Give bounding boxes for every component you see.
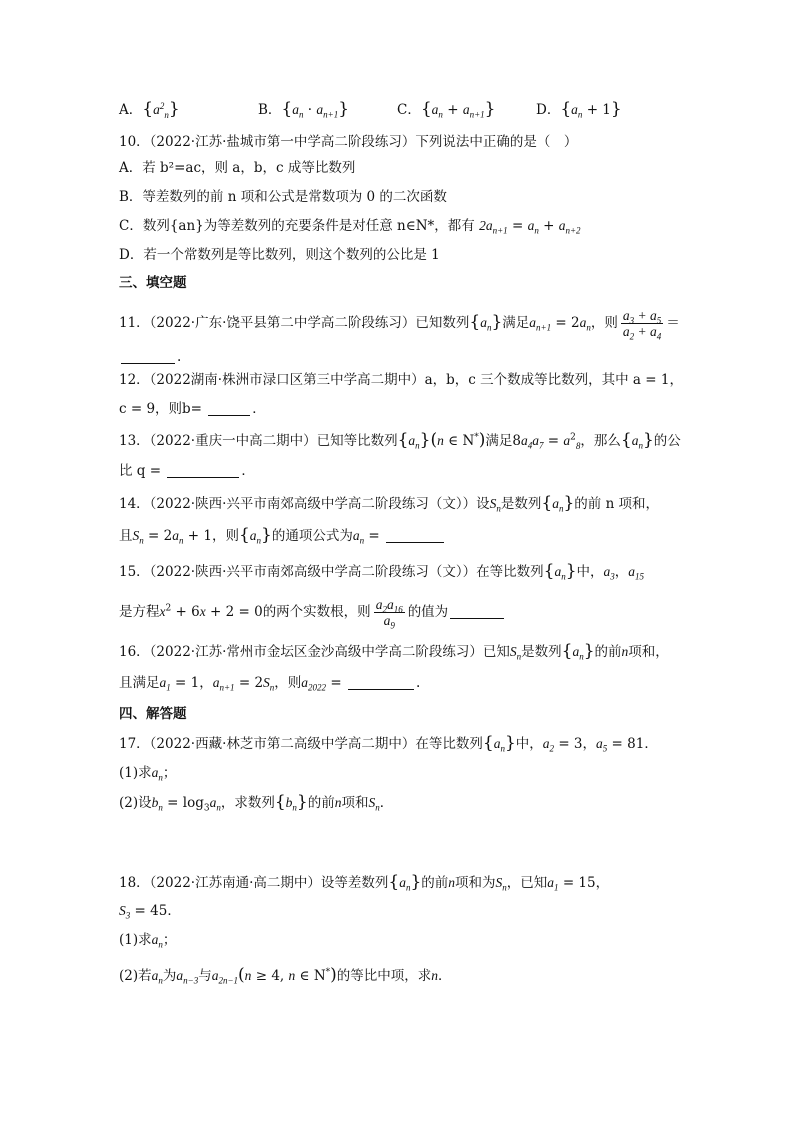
q15-fraction: $\frac{a_2a_{16}}{a_9}$ [375, 597, 403, 631]
q15-line-2: 是方程$x^2 + 6x + 2 = 0$的两个实数根，则 $\frac{a_2a_{16}}{a_9}$ 的值为 [119, 597, 506, 628]
q9-option-b: B．$\{a_n \cdot a_{n+1}\}$ [258, 99, 350, 120]
q10-stem: 10．（2022·江苏·盐城市第一中学高二阶段练习）下列说法中正确的是（ ） [119, 134, 578, 150]
q12-line-1: 12．（2022湖南·株洲市渌口区第三中学高二期中）a，b，c 三个数成等比数列，其中 a = 1， [119, 372, 683, 388]
q9-option-a: A．$\{a^2_n\}$ [119, 99, 180, 120]
section-fill-heading: 三、填空题 [119, 275, 187, 291]
q11-fraction: $\frac{a_3 + a_5}{a_2 + a_4}$ [622, 308, 662, 342]
q16-line-1: 16．（2022·江苏·常州市金坛区金沙高级中学高二阶段练习）已知$S_n$是数列$\{a_n\}$的前n项和， [119, 641, 669, 662]
q16-line-2: 且满足$a_1 = 1$，$a_{n+1} = 2S_n$，则$a_{2022}$ = . [119, 675, 421, 693]
q14-line-2: 且$S_n = 2a_n + 1$，则$\{a_n\}$的通项公式为$a_n$ = [119, 525, 446, 546]
q17-sub-2: (2)设$b_n = \log_3a_n$，求数列$\{b_n\}$的前n项和$S_n$． [119, 792, 394, 814]
q18-sub-1: (1)求$a_n$； [119, 932, 177, 950]
q18-sub-2: (2)若$a_n$为$a_{n-3}$与$a_{2n-1}(n \ge 4$, n ∈ N*)的等比中项，求n． [119, 965, 452, 986]
q11-line: 11．（2022·广东·饶平县第二中学高二阶段练习）已知数列$\{a_n\}$满足$a_{n+1} = 2a_n$，则 $\frac{a_3 + a_5}{a_2 + a_4}$ ＝ [119, 308, 680, 342]
q13-line-2: 比 q = ． [119, 463, 255, 479]
q10-option-a: A．若 b²=ac，则 a，b，c 成等比数列 [119, 160, 356, 176]
q10-option-d: D．若一个常数列是等比数列，则这个数列的公比是 1 [119, 247, 440, 263]
q13-line-1: 13．（2022·重庆一中高二期中）已知等比数列$\{a_n\}(n$ ∈ N*)满足$8a_4a_7 = a^2_8$，那么$\{a_n\}$的公 [119, 430, 681, 451]
q11-blank: . [119, 347, 181, 367]
q18-stem-2: $S_3 = 45$． [119, 903, 181, 921]
q17-sub-1: (1)求$a_n$； [119, 765, 177, 783]
q10-option-c: C．数列{an}为等差数列的充要条件是对任意 n∈N*，都有 $2a_{n+1} = a_n + a_{n+2}$ [119, 218, 581, 236]
q18-stem: 18．（2022·江苏南通·高二期中）设等差数列$\{a_n\}$的前n项和为$S_n$，已知$a_1 = 15$， [119, 872, 610, 893]
q15-line-1: 15．（2022·陕西·兴平市南郊高级中学高二阶段练习（文））在等比数列$\{a_n\}$中，$a_3$，$a_{15}$ [119, 561, 645, 582]
q10-option-b: B．等差数列的前 n 项和公式是常数项为 0 的二次函数 [119, 189, 447, 205]
q9-option-d: D．$\{a_n + 1\}$ [536, 99, 622, 120]
section-solve-heading: 四、解答题 [119, 706, 187, 722]
q17-stem: 17．（2022·西藏·林芝市第二高级中学高二期中）在等比数列$\{a_n\}$中，$a_2 = 3$，$a_5 = 81$． [119, 733, 658, 754]
q9-option-c: C．$\{a_n + a_{n+1}\}$ [397, 99, 496, 120]
q12-line-2: c = 9，则b= ． [119, 401, 266, 417]
q14-line-1: 14．（2022·陕西·兴平市南郊高级中学高二阶段练习（文））设$S_n$是数列$\{a_n\}$的前 n 项和， [119, 493, 660, 514]
